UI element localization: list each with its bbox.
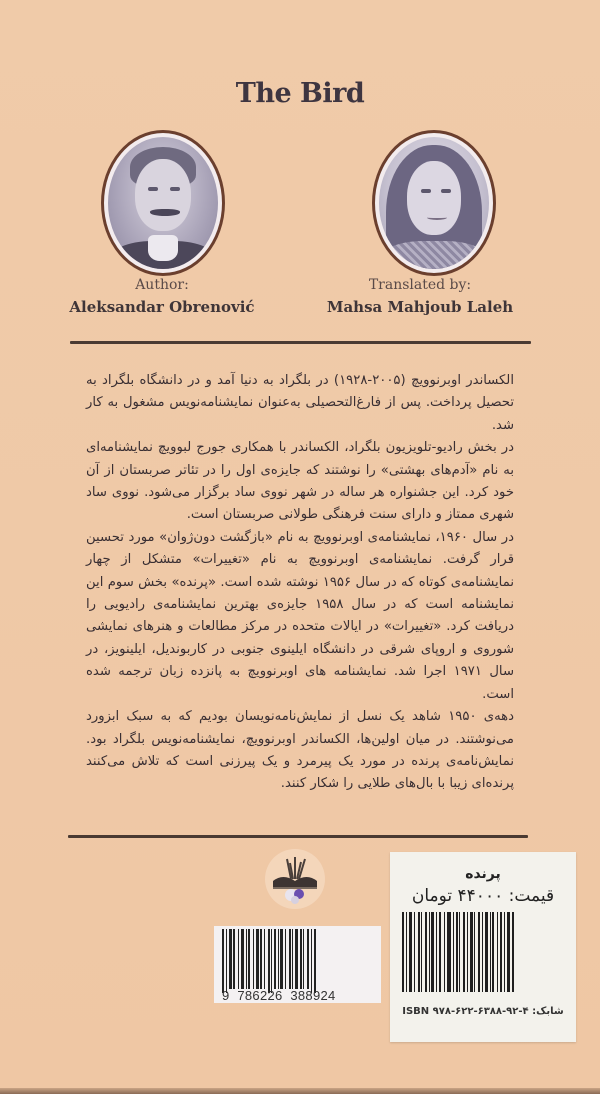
translator-name: Mahsa Mahjoub Laleh — [326, 298, 514, 316]
description-paragraph: دهه‌ی ۱۹۵۰ شاهد یک نسل از نمایش‌نامه‌نویسان بودیم که به سبک ابزورد می‌نوشتند. در میان اولین‌ها، الکساندر اوبرنوویچ، نمایشنامه‌نویس بلگراد بود. نمایش‌نامه‌ی پرنده در مورد یک پیرمرد و یک پیرزنی است که تلاش می‌کنند پرنده‌ای زیبا با بال‌های طلایی را شکار کنند. — [86, 709, 514, 792]
printed-barcode — [214, 926, 381, 1003]
author-portrait-image — [108, 137, 218, 269]
barcode-digits: 9 786226 388924 — [222, 988, 336, 1003]
author-credit — [32, 275, 292, 318]
description-paragraph: در بخش رادیو-تلویزیون بلگراد، الکساندر با همکاری جورج لبوویچ نمایشنامه‌ای به نام «آدم‌های بهشتی» را نوشتند که جایزه‌ی اول را در تئاتر صربستان از آن خود کرد. این جشنواره هر ساله در شهر نووی ساد برگزار می‌شود. نووی ساد شهری ممتاز و دارای سنت فرهنگی طولانی صربستان است. — [86, 440, 514, 523]
translator-portrait-image — [379, 137, 489, 269]
publisher-logo-icon — [265, 849, 325, 909]
translator-label: Translated by: — [368, 277, 472, 293]
translator-credit — [290, 275, 550, 318]
barcode-bars — [222, 929, 373, 989]
sticker-price: قیمت: ۴۴۰۰۰ تومان — [411, 886, 555, 906]
book-description — [86, 370, 514, 796]
book-title: The Bird — [235, 78, 365, 109]
sticker-book-title: پرنده — [465, 866, 501, 882]
author-name: Aleksandar Obrenović — [69, 298, 255, 316]
author-portrait — [101, 130, 225, 276]
translator-portrait — [372, 130, 496, 276]
author-label: Author: — [135, 277, 189, 293]
cover-bottom-edge — [0, 1088, 600, 1094]
sticker-isbn: شابک: ۴-۹۲-۶۳۸۸-۶۲۲-۹۷۸ ISBN — [402, 1006, 564, 1017]
price-sticker — [390, 852, 576, 1042]
bottom-divider — [68, 835, 528, 838]
sticker-barcode — [402, 912, 564, 992]
description-paragraph: در سال ۱۹۶۰، نمایشنامه‌ی اوبرنوویچ به نام «بازگشت دون‌ژوان» مورد تحسین قرار گرفت. نمایشنامه‌ی اوبرنوویچ به نام «تغییرات» متشکل از چهار نمایشنامه‌ی کوتاه که در سال ۱۹۵۶ نوشته شده است. «پرنده» بخش سوم این نمایشنامه است که در سال ۱۹۵۸ جایزه‌ی بهترین نمایشنامه‌ی رادیویی را دریافت کرد. «تغییرات» در ایالات متحده در مرکز مطالعات و هنرهای نمایشی شوروی و اروپای شرقی در دانشگاه ایلینوی جنوبی در کاربوندیل، ایلینویز، در سال ۱۹۷۱ اجرا شد. نمایشنامه های اوبرنوویچ به پانزده زبان ترجمه شده است. — [86, 529, 514, 702]
description-paragraph: الکساندر اوبرنوویچ (۲۰۰۵-۱۹۲۸) در بلگراد به دنیا آمد و در دانشگاه بلگراد به تحصیل پرداخت. پس از فارغ‌التحصیلی به‌عنوان نمایشنامه‌نویس مشغول به کار شد. — [86, 373, 514, 433]
top-divider — [70, 341, 531, 344]
